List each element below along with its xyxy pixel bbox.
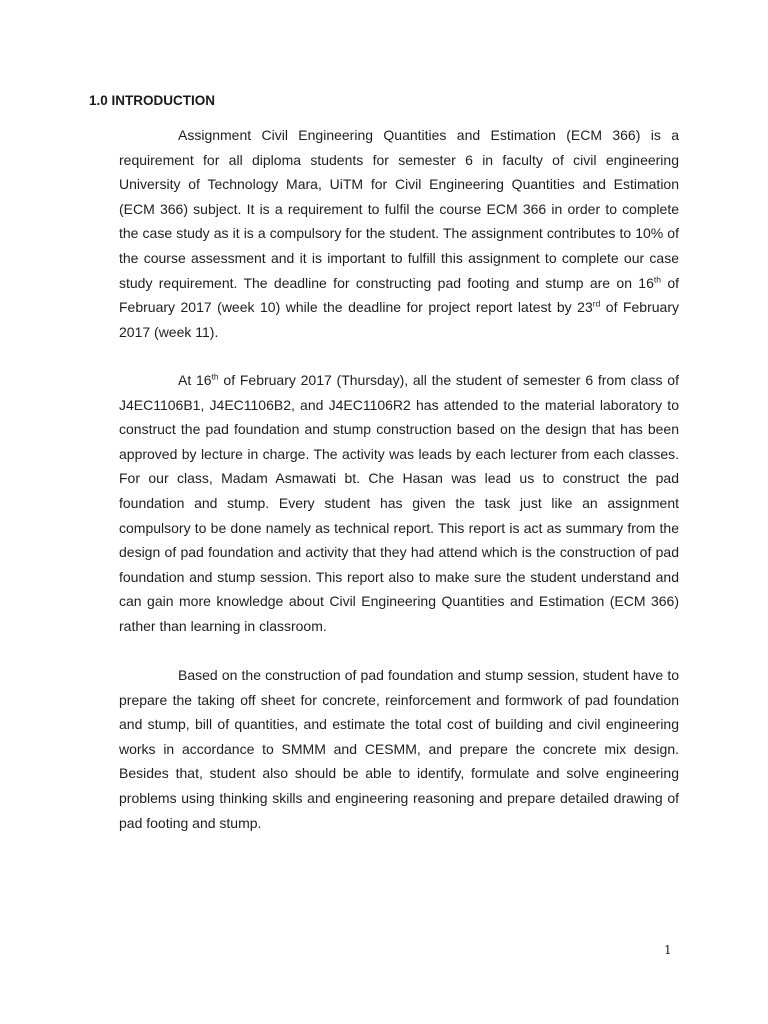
paragraph-2-text-a: At 16 — [178, 372, 212, 388]
paragraph-1-superscript-th: th — [653, 273, 661, 284]
section-heading: 1.0 INTRODUCTION — [89, 93, 216, 108]
paragraph-1-text-c: of February 2017 (week 11). — [119, 299, 679, 340]
paragraph-3: Based on the construction of pad foundation and stump session, student have to prepare the taking off sheet for concrete, reinforcement and formwork of pad foundation and stump, bill of quantities, and estimate the total cost of building and civil engineering works in accordance to SMMM and CESMM, and prepare the concrete mix design. Besides that, student also should be able to identify, formulate and solve engineering problems using thinking skills and engineering reasoning and prepare detailed drawing of pad footing and stump. — [119, 667, 679, 831]
paragraph-1-text-a: Assignment Civil Engineering Quantities and Estimation (ECM 366) is a requirement for all diploma students for semester 6 in faculty of civil engineering University of Technology Mara, UiTM for Civil Engineering Quantities and Estimation (ECM 366) subject. It is a requirement to fulfil the course ECM 366 in order to complete the case study as it is a compulsory for the student. The assignment contributes to 10% of the course assessment and it is important to fulfill this assignment to complete our case study requirement. The deadline for constructing pad footing and stump are on 16 — [119, 127, 679, 291]
paragraph-1-superscript-rd: rd — [592, 298, 601, 309]
page-number: 1 — [664, 943, 672, 957]
paragraph-2-text-b: of February 2017 (Thursday), all the student of semester 6 from class of J4EC1106B1, J4EC1106B2, and J4EC1106R2 has attended to the material laboratory to construct the pad foundation and stump construction based on the design that has been approved by lecture in charge. The activity was leads by each lecturer from each classes. For our class, Madam Asmawati bt. Che Hasan was lead us to construct the pad foundation and stump. Every student has given the task just like an assignment compulsory to be done namely as technical report. This report is act as summary from the design of pad foundation and activity that they had attend which is the construction of pad foundation and stump session. This report also to make sure the student understand and can gain more knowledge about Civil Engineering Quantities and Estimation (ECM 366) rather than learning in classroom. — [119, 372, 679, 634]
paragraph-2 — [119, 368, 679, 639]
paragraph-2-superscript-th: th — [211, 371, 219, 382]
paragraph-1 — [119, 123, 679, 344]
paragraph-1-text-b: of February 2017 (week 10) while the deadline for project report latest by 23 — [119, 274, 679, 316]
